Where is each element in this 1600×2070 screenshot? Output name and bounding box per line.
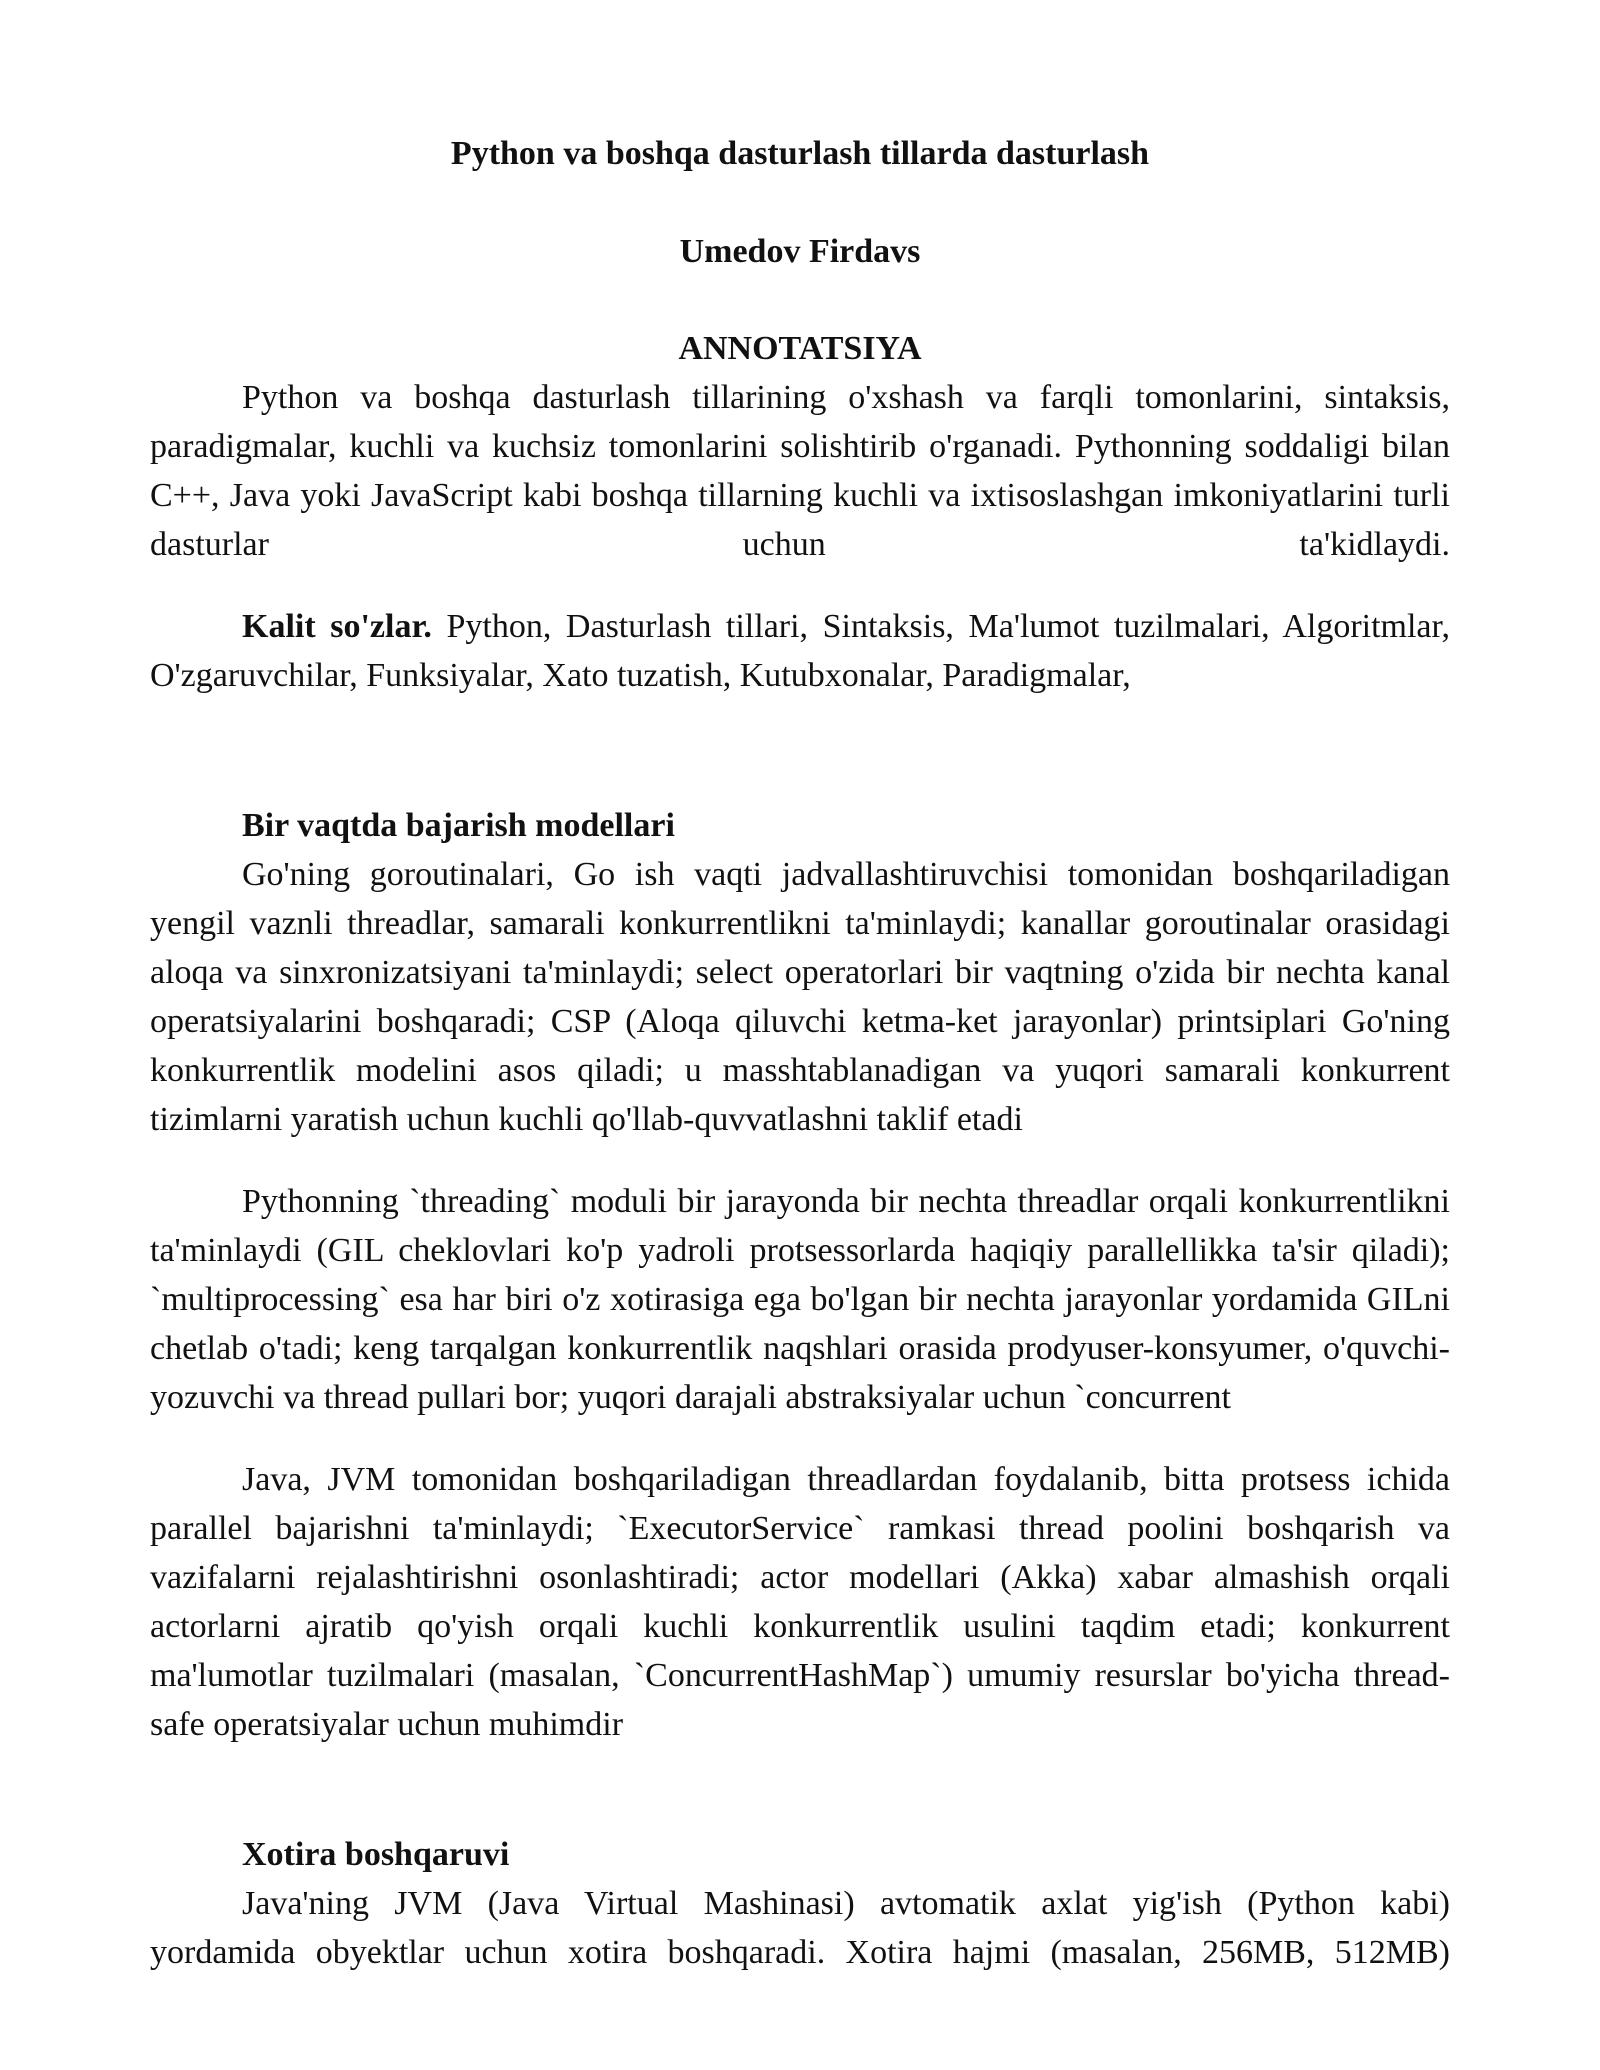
abstract-paragraph: Python va boshqa dasturlash tillarining o'xshash va farqli tomonlarini, sintaksis, paradigmalar, kuchli va kuchsiz tomonlarini solishtirib o'rganadi. Pythonning soddaligi bilan C++, Java yoki JavaScript kabi boshqa tillarning kuchli va ixtisoslashgan imkoniyatlarini turli dasturlar uchun ta'kidlaydi. [150,379,1450,563]
section-heading-memory: Xotira boshqaruvi [242,1836,510,1873]
section-paragraph: Go'ning goroutinalari, Go ish vaqti jadvallashtiruvchisi tomonidan boshqariladigan yengil vaznli threadlar, samarali konkurrentlikni ta'minlaydi; kanallar goroutinalar orasidagi aloqa va sinxronizatsiyani ta'minlaydi; select operatorlari bir vaqtning o'zida bir nechta kanal operatsiyalarini boshqaradi; CSP (Aloqa qiluvchi ketma-ket jarayonlar) printsiplari Go'ning konkurrentlik modelini asos qiladi; u masshtablanadigan va yuqori samarali konkurrent tizimlarni yaratish uchun kuchli qo'llab-quvvatlashni taklif etadi [150,856,1450,1138]
section-paragraph: Pythonning `threading` moduli bir jarayonda bir nechta threadlar orqali konkurrentlikni ta'minlaydi (GIL cheklovlari ko'p yadroli protsessorlarda haqiqiy parallellikka ta'sir qiladi); `multiprocessing` esa har biri o'z xotirasiga ega bo'lgan bir nechta jarayonlar yordamida GILni chetlab o'tadi; keng tarqalgan konkurrentlik naqshlari orasida prodyuser-konsyumer, o'quvchi-yozuvchi va thread pullari bor; yuqori darajali abstraksiyalar uchun `concurrent [150,1183,1450,1416]
paper-author: Umedov Firdavs [679,233,921,270]
keywords-text: Python, Dasturlash tillari, Sintaksis, Ma'lumot tuzilmalari, Algoritmlar, O'zgaruvchilar, Funksiyalar, Xato tuzatish, Kutubxonalar, Paradigmalar, [150,608,1450,694]
document-page [150,0,1450,2070]
keywords-label: Kalit so'zlar. [242,608,432,645]
section-paragraph: Java'ning JVM (Java Virtual Mashinasi) avtomatik axlat yig'ish (Python kabi) yordamida obyektlar uchun xotira boshqaradi. Xotira hajmi (masalan, 256MB, 512MB) [150,1885,1450,1971]
annotation-heading: ANNOTATSIYA [678,330,922,367]
section-heading-concurrency: Bir vaqtda bajarish modellari [242,807,675,844]
paper-title: Python va boshqa dasturlash tillarda dasturlash [450,135,1150,172]
keywords-paragraph [150,602,1450,700]
section-paragraph: Java, JVM tomonidan boshqariladigan threadlardan foydalanib, bitta protsess ichida parallel bajarishni ta'minlaydi; `ExecutorService` ramkasi thread poolini boshqarish va vazifalarni rejalashtirishni osonlashtiradi; actor modellari (Akka) xabar almashish orqali actorlarni ajratib qo'yish orqali kuchli konkurrentlik usulini taqdim etadi; konkurrent ma'lumotlar tuzilmalari (masalan, `ConcurrentHashMap`) umumiy resurslar bo'yicha thread-safe operatsiyalar uchun muhimdir [150,1461,1450,1743]
